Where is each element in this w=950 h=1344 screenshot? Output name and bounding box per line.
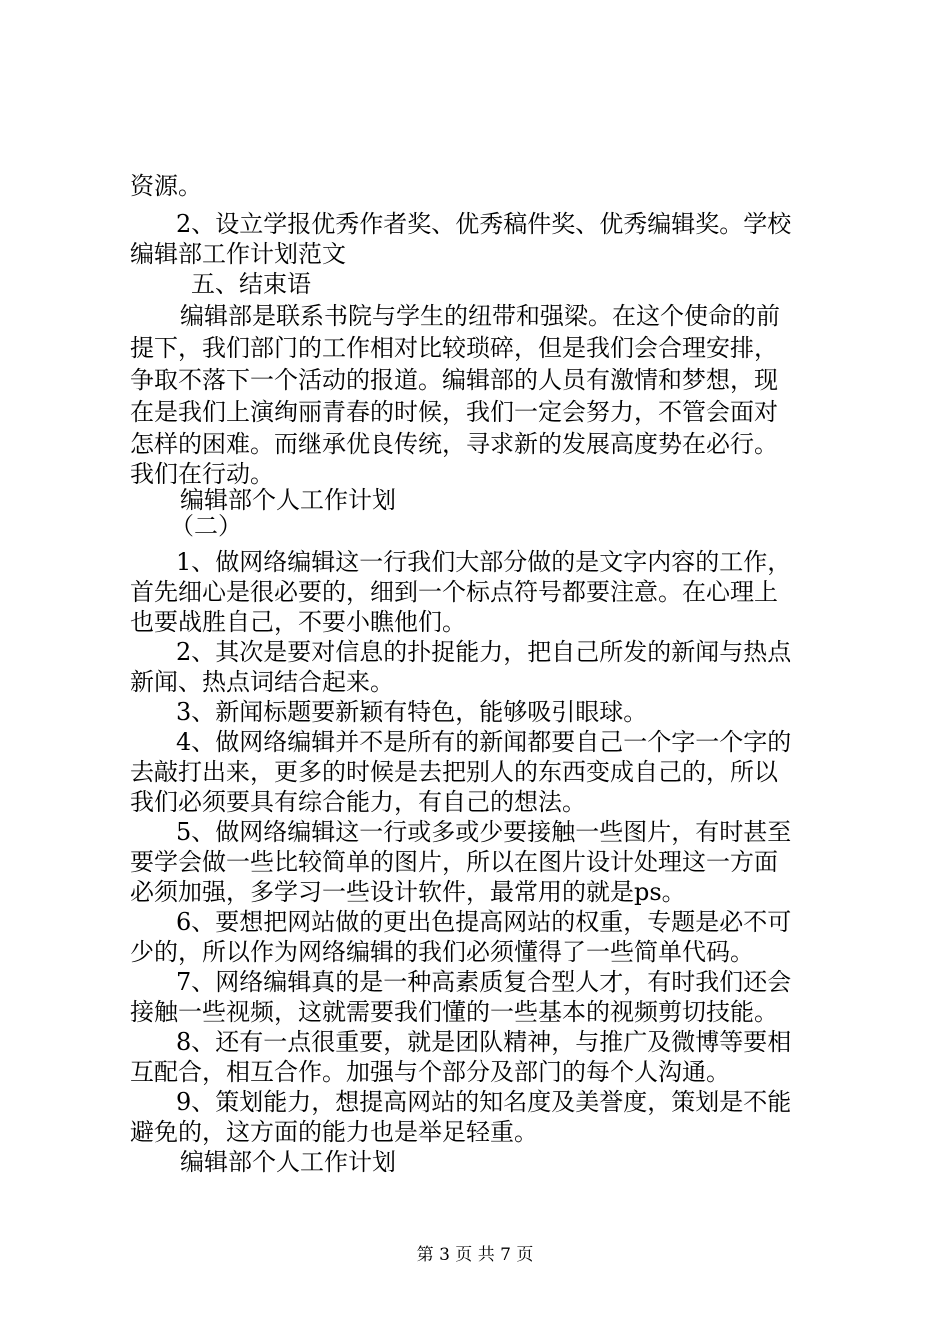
text-line: 2、设立学报优秀作者奖、优秀稿件奖、优秀编辑奖。学校 bbox=[176, 210, 792, 238]
text-line: 要学会做一些比较简单的图片，所以在图片设计处理这一方面 bbox=[130, 848, 778, 876]
text-line: 5、做网络编辑这一行或多或少要接触一些图片，有时甚至 bbox=[176, 818, 792, 846]
text-line: 提下，我们部门的工作相对比较琐碎，但是我们会合理安排， bbox=[130, 334, 778, 362]
section-heading: （二） bbox=[170, 512, 242, 540]
text-line: 我们在行动。 bbox=[130, 460, 274, 488]
text-line: 接触一些视频，这就需要我们懂的一些基本的视频剪切技能。 bbox=[130, 998, 778, 1026]
text-line: 争取不落下一个活动的报道。编辑部的人员有激情和梦想，现 bbox=[130, 366, 778, 394]
text-line: 少的，所以作为网络编辑的我们必须懂得了一些简单代码。 bbox=[130, 938, 754, 966]
text-line: 9、策划能力，想提高网站的知名度及美誉度，策划是不能 bbox=[176, 1088, 792, 1116]
section-heading: 五、结束语 bbox=[191, 270, 311, 298]
text-line: 新闻、热点词结合起来。 bbox=[130, 668, 394, 696]
page-number-footer: 第 3 页 共 7 页 bbox=[416, 1245, 534, 1265]
text-line: 去敲打出来，更多的时候是去把别人的东西变成自己的，所以 bbox=[130, 758, 778, 786]
text-line: 怎样的困难。而继承优良传统，寻求新的发展高度势在必行。 bbox=[130, 430, 778, 458]
text-line: 互配合，相互合作。加强与个部分及部门的每个人沟通。 bbox=[130, 1058, 730, 1086]
text-line: 避免的，这方面的能力也是举足轻重。 bbox=[130, 1118, 538, 1146]
text-line: 8、还有一点很重要，就是团队精神，与推广及微博等要相 bbox=[176, 1028, 792, 1056]
text-line: 在是我们上演绚丽青春的时候，我们一定会努力，不管会面对 bbox=[130, 398, 778, 426]
text-line: 2、其次是要对信息的扑捉能力，把自己所发的新闻与热点 bbox=[176, 638, 792, 666]
section-heading: 编辑部个人工作计划 bbox=[180, 1148, 396, 1176]
section-heading: 编辑部个人工作计划 bbox=[180, 486, 396, 514]
text-line: 首先细心是很必要的，细到一个标点符号都要注意。在心理上 bbox=[130, 578, 778, 606]
text-line: 7、网络编辑真的是一种高素质复合型人才，有时我们还会 bbox=[176, 968, 792, 996]
text-line: 3、新闻标题要新颖有特色，能够吸引眼球。 bbox=[176, 698, 648, 726]
text-line: 编辑部是联系书院与学生的纽带和强梁。在这个使命的前 bbox=[180, 302, 780, 330]
text-line: 我们必须要具有综合能力，有自己的想法。 bbox=[130, 788, 586, 816]
text-line: 也要战胜自己，不要小瞧他们。 bbox=[130, 608, 466, 636]
text-line: 1、做网络编辑这一行我们大部分做的是文字内容的工作， bbox=[176, 548, 792, 576]
text-line: 必须加强，多学习一些设计软件，最常用的就是ps。 bbox=[130, 878, 686, 906]
text-line: 资源。 bbox=[130, 172, 202, 200]
text-line: 6、要想把网站做的更出色提高网站的权重，专题是必不可 bbox=[176, 908, 792, 936]
text-line: 4、做网络编辑并不是所有的新闻都要自己一个字一个字的 bbox=[176, 728, 792, 756]
text-line: 编辑部工作计划范文 bbox=[130, 240, 346, 268]
